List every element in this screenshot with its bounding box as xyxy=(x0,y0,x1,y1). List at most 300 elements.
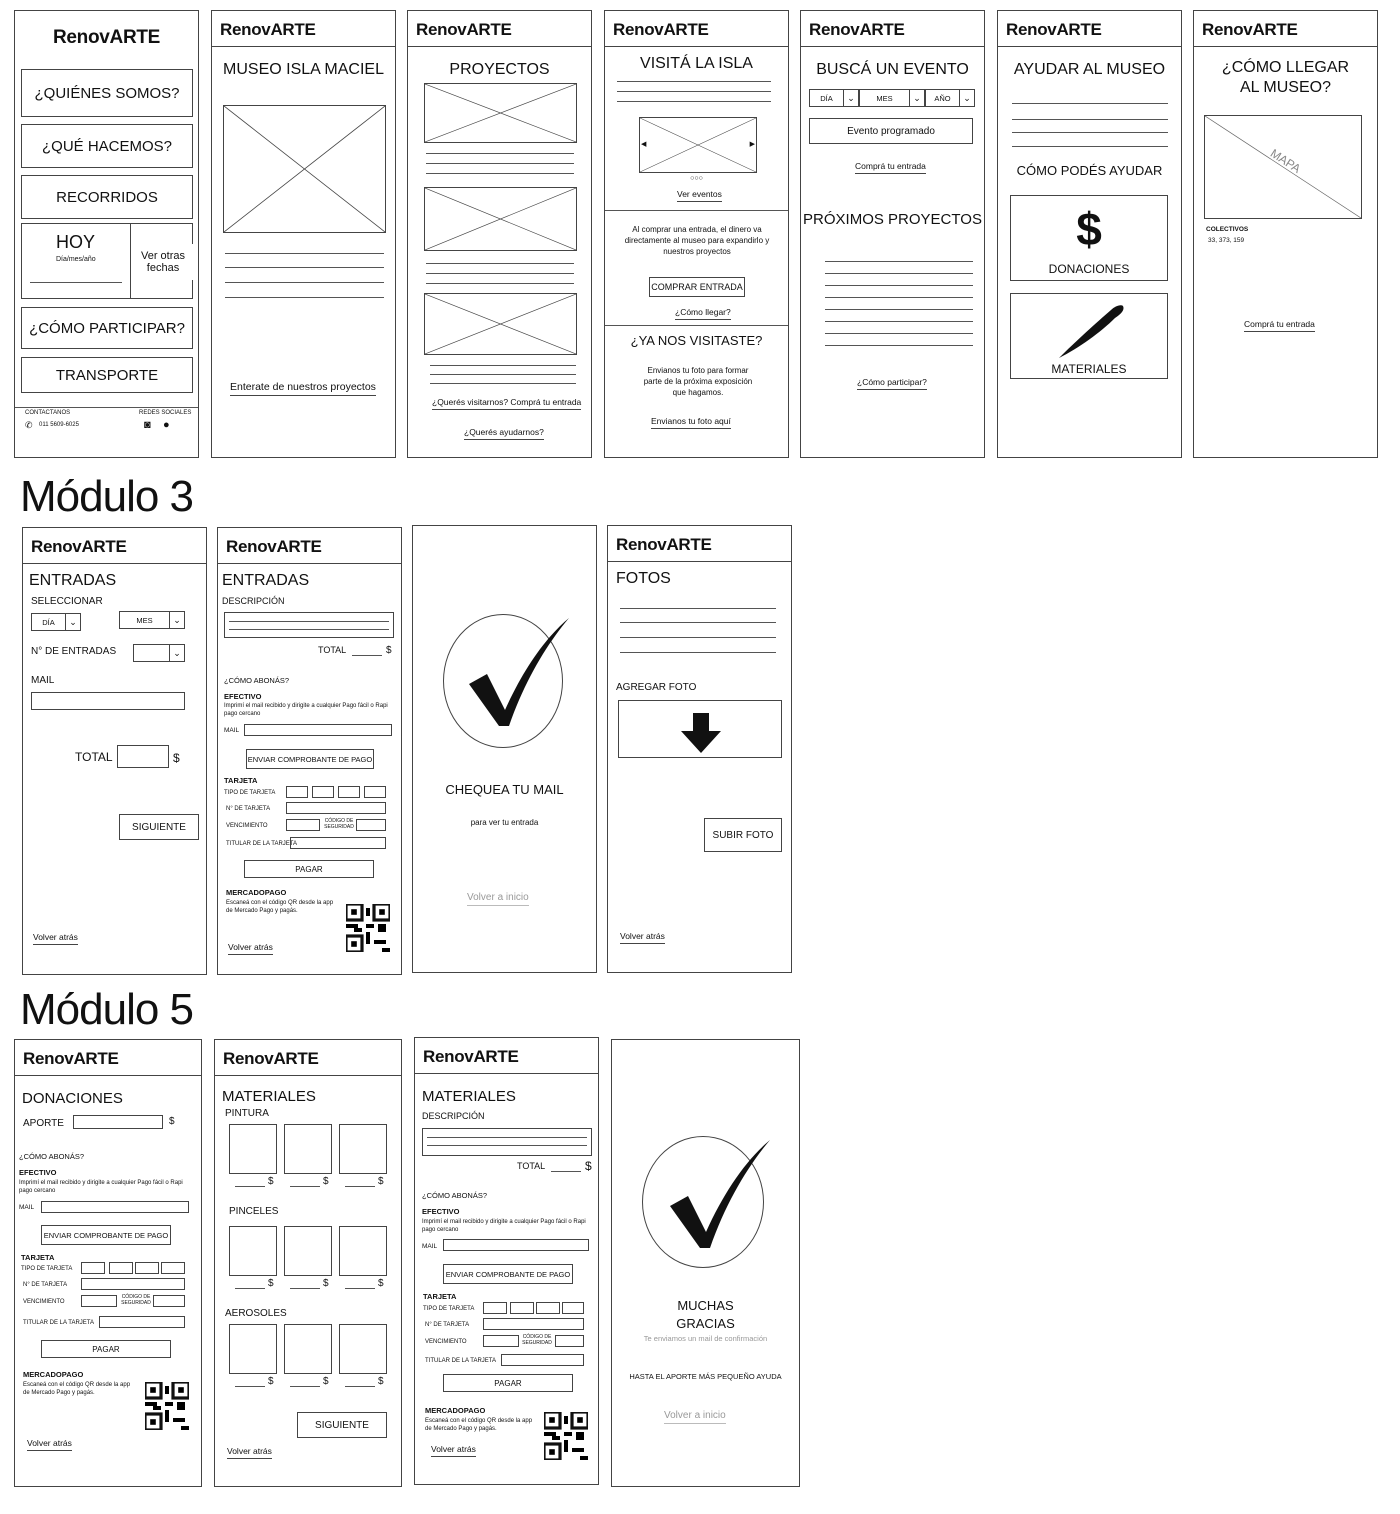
frame-entradas-pago xyxy=(217,527,402,975)
page-title: MUSEO ISLA MACIEL xyxy=(223,61,384,78)
text-line xyxy=(620,652,776,653)
text-line xyxy=(825,285,973,286)
tipo-tarjeta-option[interactable] xyxy=(483,1302,507,1314)
frame-llegar xyxy=(1193,10,1378,458)
material-item-image[interactable] xyxy=(339,1324,387,1374)
compra-entrada-link[interactable]: Comprá tu entrada xyxy=(1244,319,1315,332)
price-line xyxy=(345,1186,375,1187)
text-line xyxy=(426,153,574,154)
tipo-tarjeta-label: TIPO DE TARJETA xyxy=(224,790,276,796)
phone-text: 011 5609-6025 xyxy=(39,422,79,428)
evento-programado-card[interactable]: Evento programado xyxy=(809,118,973,144)
mercadopago-label: MERCADOPAGO xyxy=(425,1406,486,1415)
transporte-button[interactable]: TRANSPORTE xyxy=(21,357,193,393)
page-title: ENTRADAS xyxy=(222,572,310,589)
aerosoles-label: AEROSOLES xyxy=(225,1308,287,1319)
tipo-tarjeta-option[interactable] xyxy=(562,1302,584,1314)
proximos-title: PRÓXIMOS PROYECTOS xyxy=(803,211,982,228)
text-line xyxy=(825,273,973,274)
material-item-image[interactable] xyxy=(339,1226,387,1276)
tipo-tarjeta-option[interactable] xyxy=(81,1262,105,1274)
text-line xyxy=(225,297,384,298)
brand-logo: RenovARTE xyxy=(220,20,316,39)
tarjeta-label: TARJETA xyxy=(423,1292,457,1301)
mes-value: MES xyxy=(120,612,170,628)
currency-label: $ xyxy=(268,1176,274,1187)
map-placeholder[interactable] xyxy=(1204,115,1362,219)
colectivos-label: COLECTIVOS xyxy=(1206,226,1249,233)
header xyxy=(801,11,984,47)
brand-logo: RenovARTE xyxy=(1202,20,1298,39)
compra-entrada-link[interactable]: Comprá tu entrada xyxy=(855,161,926,174)
page-title: VISITÁ LA ISLA xyxy=(640,55,753,72)
subir-foto-button[interactable]: SUBIR FOTO xyxy=(704,818,782,852)
codigo-label: CÓDIGO DE SEGURIDAD xyxy=(121,1294,151,1306)
aporte-label: APORTE xyxy=(23,1118,64,1129)
fecha-label: Día/mes/año xyxy=(56,256,96,263)
currency-label: $ xyxy=(378,1176,384,1187)
brand-logo: RenovARTE xyxy=(616,535,712,554)
currency-label: $ xyxy=(173,751,180,765)
chevron-down-icon: ⌄ xyxy=(69,616,77,627)
price-line xyxy=(235,1186,265,1187)
text-line xyxy=(825,345,973,346)
header xyxy=(408,11,591,47)
frame-gracias xyxy=(611,1039,800,1487)
vencimiento-label: VENCIMIENTO xyxy=(226,823,268,829)
mail-input[interactable] xyxy=(244,724,392,736)
qr-code-icon[interactable] xyxy=(346,904,390,952)
page-title: ENTRADAS xyxy=(29,572,117,589)
text-line xyxy=(1012,119,1168,120)
frame-materiales-pago xyxy=(414,1037,599,1485)
page-title: MATERIALES xyxy=(222,1088,316,1105)
text-line xyxy=(426,173,574,174)
tipo-tarjeta-option[interactable] xyxy=(510,1302,534,1314)
module-5-label: Módulo 5 xyxy=(20,985,194,1034)
hoy-label: HOY xyxy=(56,232,96,252)
contact-label: CONTACTANOS xyxy=(25,410,71,416)
image-placeholder xyxy=(424,187,577,251)
efectivo-text: Imprimí el mail recibido y dirigite a cualquier Pago fácil o Rapi pago cercano xyxy=(19,1180,183,1194)
price-line xyxy=(235,1386,265,1387)
volver-inicio-link[interactable]: Volver a inicio xyxy=(664,1410,726,1424)
donaciones-label: DONACIONES xyxy=(1048,262,1130,276)
colectivos-value: 33, 373, 159 xyxy=(1208,237,1245,244)
tipo-tarjeta-option[interactable] xyxy=(161,1262,185,1274)
text-line xyxy=(225,282,384,283)
num-tarjeta-label: N° DE TARJETA xyxy=(226,806,271,812)
brand-logo: RenovARTE xyxy=(223,1049,319,1068)
tipo-tarjeta-label: TIPO DE TARJETA xyxy=(21,1266,73,1272)
text-line xyxy=(620,608,776,609)
price-line xyxy=(290,1288,320,1289)
currency-label: $ xyxy=(323,1376,329,1387)
num-tarjeta-input[interactable] xyxy=(483,1318,584,1330)
siguiente-button[interactable]: SIGUIENTE xyxy=(119,814,199,840)
brand-logo: RenovARTE xyxy=(613,20,709,39)
hoy-panel xyxy=(21,223,193,299)
text-line xyxy=(426,263,574,264)
frame-fotos xyxy=(607,525,792,973)
divider xyxy=(130,224,131,298)
titular-label: TITULAR DE LA TARJETA xyxy=(425,1358,497,1364)
header xyxy=(1194,11,1377,47)
mapa-label: MAPA xyxy=(1267,146,1304,176)
image-placeholder xyxy=(223,105,386,233)
text-line xyxy=(430,383,576,384)
pagar-button[interactable]: PAGAR xyxy=(244,860,374,878)
efectivo-text: Imprimí el mail recibido y dirigite a cualquier Pago fácil o Rapi pago cercano xyxy=(224,703,388,717)
volver-atras-link[interactable]: Volver atrás xyxy=(431,1444,476,1457)
header xyxy=(15,1040,201,1076)
page-title: FOTOS xyxy=(616,570,671,587)
titular-input[interactable] xyxy=(290,837,386,849)
image-placeholder xyxy=(424,83,577,143)
module-3-label: Módulo 3 xyxy=(20,472,194,521)
como-abonas-label: ¿CÓMO ABONÁS? xyxy=(224,676,290,685)
materiales-label: MATERIALES xyxy=(1051,362,1127,376)
header xyxy=(605,11,788,47)
mercadopago-label: MERCADOPAGO xyxy=(226,888,287,897)
checkmark-icon xyxy=(463,614,573,730)
header xyxy=(218,528,401,564)
qr-code-icon[interactable] xyxy=(145,1382,189,1430)
brand-logo: RenovARTE xyxy=(226,537,322,556)
text-line xyxy=(430,374,576,375)
quienes-somos-button[interactable]: ¿QUIÉNES SOMOS? xyxy=(21,69,193,117)
total-input xyxy=(117,745,169,768)
titular-label: TITULAR DE LA TARJETA xyxy=(23,1320,95,1326)
volver-atras-link[interactable]: Volver atrás xyxy=(33,932,78,945)
page-title: DONACIONES xyxy=(22,1090,123,1107)
checkmark-icon xyxy=(664,1136,774,1252)
frame-chequea xyxy=(412,525,597,973)
mes-select[interactable] xyxy=(119,611,185,629)
chevron-down-icon: ⌄ xyxy=(913,92,921,103)
gracias-line-2: GRACIAS xyxy=(676,1316,735,1331)
enviar-comprobante-button[interactable]: ENVIAR COMPROBANTE DE PAGO xyxy=(41,1225,171,1245)
currency-label: $ xyxy=(268,1376,274,1387)
mail-input[interactable] xyxy=(41,1201,189,1213)
frame-home xyxy=(14,10,199,458)
page-title: MATERIALES xyxy=(422,1088,516,1105)
volver-atras-link[interactable]: Volver atrás xyxy=(27,1438,72,1451)
footer-divider xyxy=(15,407,199,408)
frame-museo xyxy=(211,10,396,458)
num-tarjeta-input[interactable] xyxy=(81,1278,185,1290)
info-text: Al comprar una entrada, el dinero va directamente al museo para expandirlo y nuestros proyectos xyxy=(624,225,770,256)
materiales-card[interactable] xyxy=(1010,293,1168,379)
vencimiento-input[interactable] xyxy=(81,1295,117,1307)
currency-label: $ xyxy=(585,1159,592,1173)
mes-select[interactable] xyxy=(859,89,925,107)
pagar-button[interactable]: PAGAR xyxy=(41,1340,171,1358)
page-title: PROYECTOS xyxy=(449,61,550,78)
num-entradas-select[interactable] xyxy=(133,644,185,662)
mail-input[interactable] xyxy=(31,692,185,710)
mercadopago-label: MERCADOPAGO xyxy=(23,1370,84,1379)
ver-eventos-link[interactable]: Ver eventos xyxy=(677,189,722,202)
ayudarnos-link[interactable]: ¿Querés ayudarnos? xyxy=(464,427,544,440)
currency-label: $ xyxy=(323,1278,329,1289)
text-line xyxy=(225,267,384,268)
header xyxy=(212,11,395,47)
tipo-tarjeta-option[interactable] xyxy=(364,786,386,798)
header xyxy=(608,526,791,562)
envia-foto-link[interactable]: Envianos tu foto aquí xyxy=(651,416,731,429)
arrow-right-icon[interactable]: ▶ xyxy=(749,141,755,148)
frame-proyectos xyxy=(407,10,592,458)
vencimiento-label: VENCIMIENTO xyxy=(425,1339,467,1345)
tipo-tarjeta-option[interactable] xyxy=(536,1302,560,1314)
material-item-image[interactable] xyxy=(229,1324,277,1374)
dia-value: DÍA xyxy=(32,614,66,630)
total-label: TOTAL xyxy=(75,750,113,764)
header xyxy=(998,11,1181,47)
text-line xyxy=(426,273,574,274)
mercadopago-text: Escaneá con el código QR desde la app de Mercado Pago y pagás. xyxy=(226,900,334,914)
hasta-text: HASTA EL APORTE MÁS PEQUEÑO AYUDA xyxy=(629,1372,782,1381)
tipo-tarjeta-option[interactable] xyxy=(286,786,308,798)
material-item-image[interactable] xyxy=(284,1226,332,1276)
mes-value: MES xyxy=(860,90,910,106)
gracias-sub: Te enviamos un mail de confirmación xyxy=(643,1334,768,1343)
efectivo-label: EFECTIVO xyxy=(224,692,262,701)
text-line xyxy=(430,365,576,366)
codigo-input[interactable] xyxy=(555,1335,584,1347)
total-line xyxy=(551,1171,581,1172)
text-line xyxy=(825,333,973,334)
download-arrow-icon xyxy=(680,713,722,753)
frame-materiales xyxy=(214,1039,402,1487)
efectivo-text: Imprimí el mail recibido y dirigite a cualquier Pago fácil o Rapi pago cercano xyxy=(422,1219,586,1233)
text-line xyxy=(426,283,574,284)
siguiente-button[interactable]: SIGUIENTE xyxy=(297,1412,387,1438)
material-item-image[interactable] xyxy=(229,1124,277,1174)
chevron-down-icon: ⌄ xyxy=(963,92,971,103)
mercadopago-text: Escaneá con el código QR desde la app de Mercado Pago y pagás. xyxy=(425,1418,533,1432)
dia-select[interactable] xyxy=(31,613,81,631)
tarjeta-label: TARJETA xyxy=(224,776,258,785)
carousel-placeholder[interactable] xyxy=(639,117,757,173)
tipo-tarjeta-option[interactable] xyxy=(338,786,360,798)
text-line xyxy=(225,253,384,254)
qr-code-icon[interactable] xyxy=(544,1412,588,1460)
material-item-image[interactable] xyxy=(284,1124,332,1174)
visitarnos-link[interactable]: ¿Querés visitarnos? Comprá tu entrada xyxy=(432,397,581,410)
dia-select[interactable] xyxy=(809,89,859,107)
frame-entradas xyxy=(22,527,207,975)
proyectos-link[interactable]: Enterate de nuestros proyectos xyxy=(230,381,376,396)
agregar-foto-label: AGREGAR FOTO xyxy=(616,682,697,693)
price-line xyxy=(345,1386,375,1387)
ver-otras-fechas-button[interactable]: Ver otras fechas xyxy=(132,244,194,280)
codigo-label: CÓDIGO DE SEGURIDAD xyxy=(324,818,354,830)
num-tarjeta-label: N° DE TARJETA xyxy=(23,1282,68,1288)
descripcion-label: DESCRIPCIÓN xyxy=(422,1111,485,1121)
vencimiento-input[interactable] xyxy=(483,1335,519,1347)
mail-input[interactable] xyxy=(443,1239,589,1251)
pagar-button[interactable]: PAGAR xyxy=(443,1374,573,1392)
image-placeholder xyxy=(424,293,577,355)
currency-label: $ xyxy=(323,1176,329,1187)
price-line xyxy=(290,1386,320,1387)
que-hacemos-button[interactable]: ¿QUÉ HACEMOS? xyxy=(21,124,193,168)
text-line xyxy=(620,622,776,623)
volver-inicio-link[interactable]: Volver a inicio xyxy=(467,892,529,906)
brand-logo: RenovARTE xyxy=(809,20,905,39)
recorridos-button[interactable]: RECORRIDOS xyxy=(21,175,193,219)
text-line xyxy=(617,91,771,92)
header xyxy=(23,528,206,564)
frame-ayudar xyxy=(997,10,1182,458)
currency-label: $ xyxy=(386,645,392,656)
anio-select[interactable] xyxy=(925,89,975,107)
mail-label: MAIL xyxy=(224,727,240,734)
text-line xyxy=(1012,146,1168,147)
price-line xyxy=(235,1288,265,1289)
mail-label: MAIL xyxy=(422,1243,438,1250)
divider xyxy=(30,282,122,283)
brand-logo: RenovARTE xyxy=(416,20,512,39)
text-line xyxy=(617,101,771,102)
num-tarjeta-label: N° DE TARJETA xyxy=(425,1322,470,1328)
frame-donaciones xyxy=(14,1039,202,1487)
descripcion-box xyxy=(422,1128,592,1156)
price-line xyxy=(290,1186,320,1187)
volver-atras-link[interactable]: Volver atrás xyxy=(620,931,665,944)
currency-label: $ xyxy=(169,1116,175,1127)
volver-atras-link[interactable]: Volver atrás xyxy=(227,1446,272,1459)
text-line xyxy=(617,81,771,82)
tipo-tarjeta-label: TIPO DE TARJETA xyxy=(423,1306,475,1312)
chevron-down-icon: ⌄ xyxy=(173,647,181,658)
brand-logo: RenovARTE xyxy=(31,537,127,556)
num-entradas-label: N° DE ENTRADAS xyxy=(31,646,117,657)
text-line xyxy=(620,637,776,638)
aporte-input[interactable] xyxy=(73,1115,163,1129)
material-item-image[interactable] xyxy=(339,1124,387,1174)
vencimiento-label: VENCIMIENTO xyxy=(23,1299,65,1305)
chequea-sub: para ver tu entrada xyxy=(470,818,539,827)
gracias-line-1: MUCHAS xyxy=(677,1298,734,1313)
descripcion-box xyxy=(224,612,394,638)
chevron-down-icon: ⌄ xyxy=(173,614,181,625)
total-label: TOTAL xyxy=(517,1161,546,1171)
como-llegar-link[interactable]: ¿Cómo llegar? xyxy=(675,307,731,320)
pinceles-label: PINCELES xyxy=(229,1206,279,1217)
ya-visitaste-title: ¿YA NOS VISITASTE? xyxy=(630,333,763,348)
upload-dropzone[interactable] xyxy=(618,700,782,758)
codigo-input[interactable] xyxy=(356,819,386,831)
material-item-image[interactable] xyxy=(229,1226,277,1276)
text-line xyxy=(825,297,973,298)
frame-visita xyxy=(604,10,789,458)
tarjeta-label: TARJETA xyxy=(21,1253,55,1262)
descripcion-label: DESCRIPCIÓN xyxy=(222,596,285,606)
material-item-image[interactable] xyxy=(284,1324,332,1374)
mail-label: MAIL xyxy=(19,1204,35,1211)
titular-input[interactable] xyxy=(501,1354,584,1366)
vencimiento-input[interactable] xyxy=(286,819,320,831)
num-tarjeta-input[interactable] xyxy=(286,802,386,814)
como-abonas-label: ¿CÓMO ABONÁS? xyxy=(422,1191,488,1200)
instagram-icon[interactable]: ◙ xyxy=(144,419,151,431)
redes-label: REDES SOCIALES xyxy=(139,410,192,416)
pintura-label: PINTURA xyxy=(225,1108,269,1119)
mercadopago-text: Escaneá con el código QR desde la app de Mercado Pago y pagás. xyxy=(23,1382,131,1396)
brand-logo: RenovARTE xyxy=(52,27,161,48)
divider xyxy=(605,325,789,326)
phone-icon: ✆ xyxy=(25,420,33,430)
titular-input[interactable] xyxy=(99,1316,185,1328)
brand-logo: RenovARTE xyxy=(1006,20,1102,39)
currency-label: $ xyxy=(378,1278,384,1289)
brush-icon xyxy=(1057,302,1127,360)
como-participar-link[interactable]: ¿Cómo participar? xyxy=(857,377,927,390)
brand-logo: RenovARTE xyxy=(23,1049,119,1068)
donaciones-card[interactable] xyxy=(1010,195,1168,281)
text-line xyxy=(1012,103,1168,104)
mail-label: MAIL xyxy=(31,675,55,686)
codigo-input[interactable] xyxy=(153,1295,185,1307)
brand-logo: RenovARTE xyxy=(423,1047,519,1066)
seleccionar-label: SELECCIONAR xyxy=(31,596,103,607)
envia-text: Envianos tu foto para formar parte de la próxima exposición que hagamos. xyxy=(643,366,753,397)
arrow-left-icon[interactable]: ◀ xyxy=(641,141,647,148)
tipo-tarjeta-option[interactable] xyxy=(135,1262,159,1274)
como-abonas-label: ¿CÓMO ABONÁS? xyxy=(19,1152,85,1161)
divider xyxy=(605,210,789,211)
como-participar-button[interactable]: ¿CÓMO PARTICIPAR? xyxy=(21,307,193,349)
text-line xyxy=(825,309,973,310)
frame-evento xyxy=(800,10,985,458)
page-title: BUSCÁ UN EVENTO xyxy=(816,61,969,78)
dia-value: DÍA xyxy=(810,90,844,106)
page-title: AYUDAR AL MUSEO xyxy=(1013,61,1166,78)
tipo-tarjeta-option[interactable] xyxy=(312,786,334,798)
header xyxy=(415,1038,598,1074)
dollar-icon: $ xyxy=(1076,203,1102,255)
enviar-comprobante-button[interactable]: ENVIAR COMPROBANTE DE PAGO xyxy=(443,1264,573,1284)
price-line xyxy=(345,1288,375,1289)
total-label: TOTAL xyxy=(318,645,347,655)
page-title-2: AL MUSEO? xyxy=(1240,79,1331,96)
enviar-comprobante-button[interactable]: ENVIAR COMPROBANTE DE PAGO xyxy=(246,749,374,769)
text-line xyxy=(825,261,973,262)
chequea-title: CHEQUEA TU MAIL xyxy=(445,782,564,797)
como-ayudar-title: CÓMO PODÉS AYUDAR xyxy=(1016,163,1163,178)
text-line xyxy=(1012,132,1168,133)
volver-atras-link[interactable]: Volver atrás xyxy=(228,942,273,955)
codigo-label: CÓDIGO DE SEGURIDAD xyxy=(522,1334,552,1346)
currency-label: $ xyxy=(378,1376,384,1387)
comprar-entrada-button[interactable]: COMPRAR ENTRADA xyxy=(649,277,745,297)
text-line xyxy=(825,321,973,322)
efectivo-label: EFECTIVO xyxy=(422,1207,460,1216)
carousel-dots[interactable]: ○○○ xyxy=(690,175,703,182)
page-title-1: ¿CÓMO LLEGAR xyxy=(1221,59,1350,76)
text-line xyxy=(426,163,574,164)
num-value xyxy=(134,645,170,661)
facebook-icon[interactable]: ● xyxy=(163,419,170,431)
currency-label: $ xyxy=(268,1278,274,1289)
chevron-down-icon: ⌄ xyxy=(847,92,855,103)
tipo-tarjeta-option[interactable] xyxy=(109,1262,133,1274)
anio-value: AÑO xyxy=(926,90,960,106)
total-line xyxy=(352,655,382,656)
